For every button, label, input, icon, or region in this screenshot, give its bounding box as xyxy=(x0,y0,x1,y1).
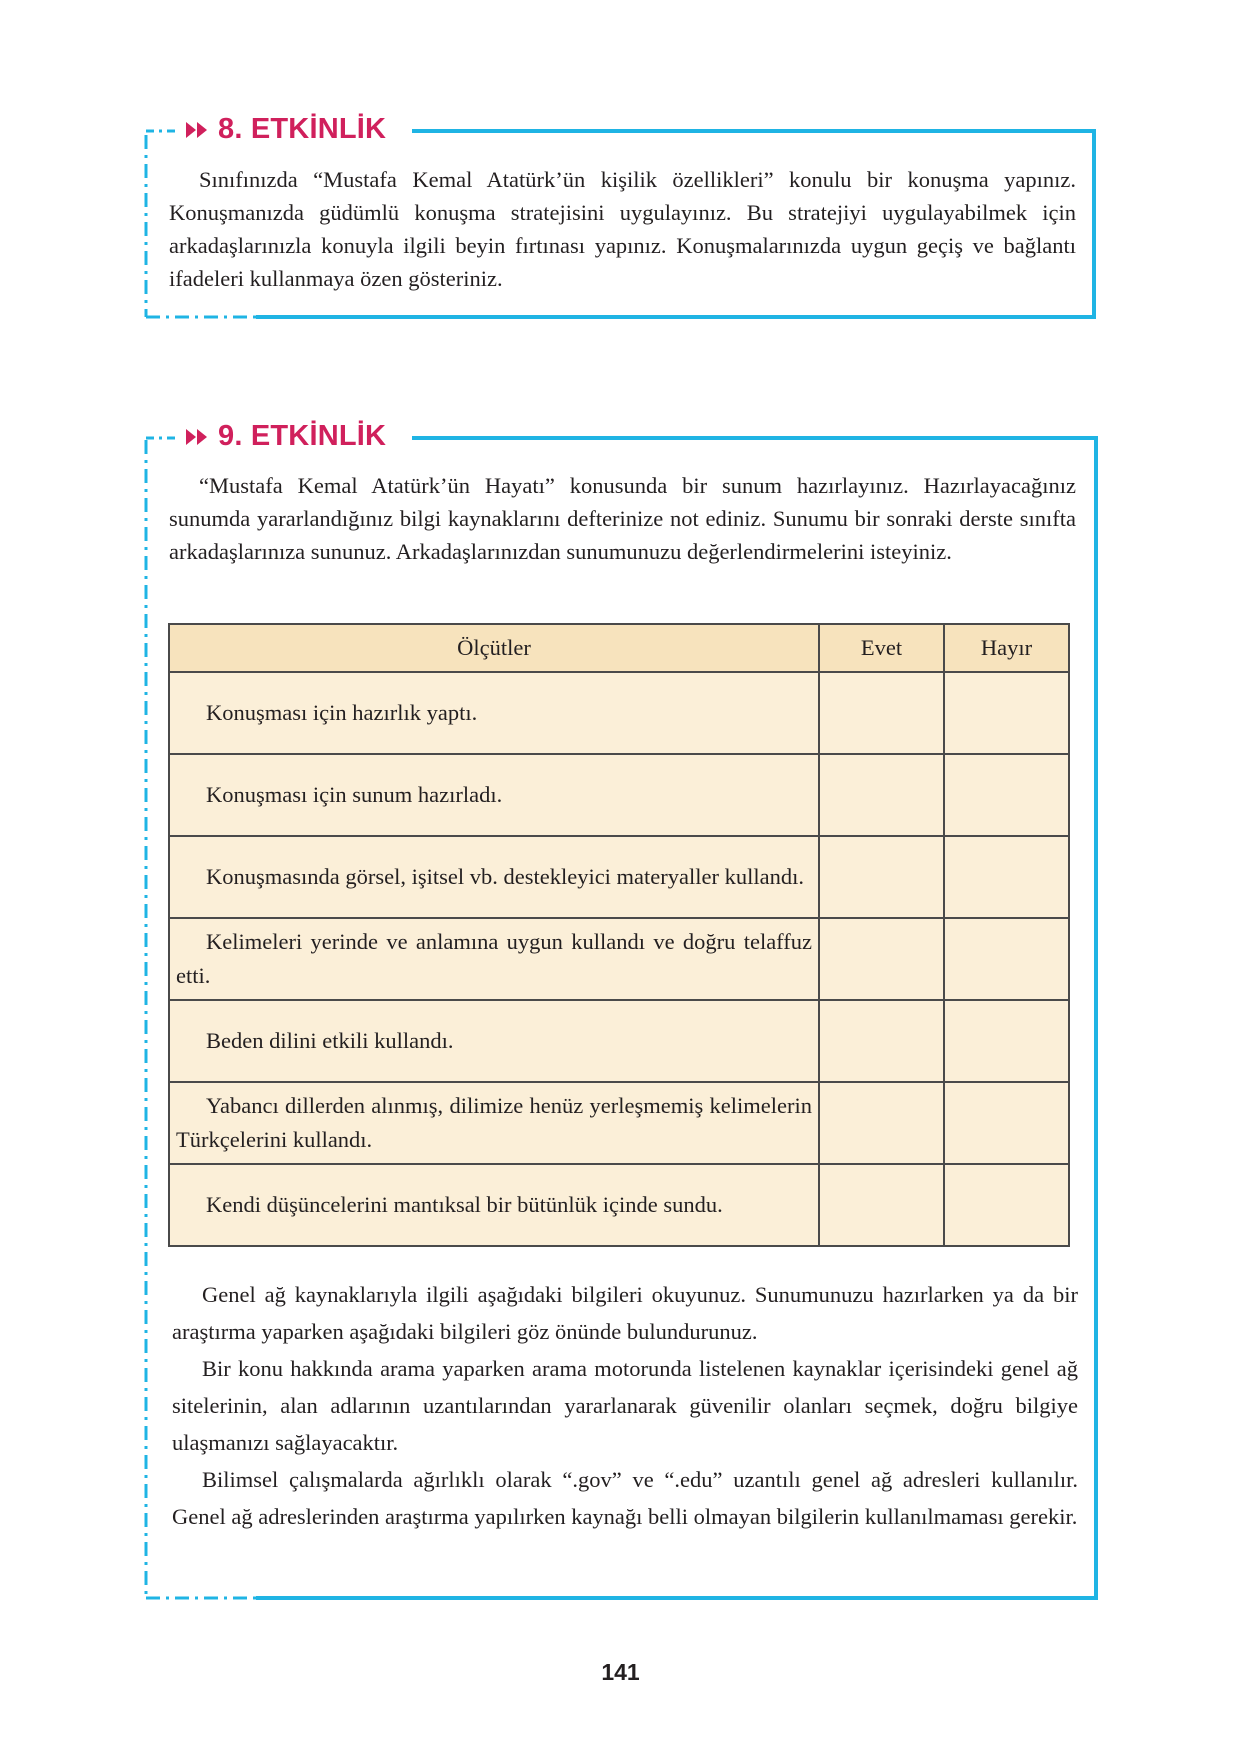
no-cell[interactable] xyxy=(944,1000,1069,1082)
yes-cell[interactable] xyxy=(819,836,944,918)
table-row xyxy=(169,672,1069,754)
activity-8-heading xyxy=(184,113,396,146)
table-row xyxy=(169,1000,1069,1082)
table-row xyxy=(169,836,1069,918)
yes-cell[interactable] xyxy=(819,1164,944,1246)
criterion-text: Yabancı dillerden alınmış, dilimize henüz yerleşmemiş kelimelerin Türkçelerini kullandı. xyxy=(169,1082,819,1164)
yes-cell[interactable] xyxy=(819,1082,944,1164)
activity-9-heading xyxy=(184,420,396,453)
activity-8-box xyxy=(146,113,1096,323)
info-paragraph-2: Bir konu hakkında arama yaparken arama motorunda listelenen kaynaklar içerisindeki genel ağ sitelerinin, alan adlarının uzantılarından yararlanarak güvenilir olanları seçmek, doğru bilgiye ulaşmanızı sağlayacaktır. xyxy=(172,1356,1078,1455)
table-row xyxy=(169,918,1069,1000)
criterion-text: Kendi düşüncelerini mantıksal bir bütünlük içinde sundu. xyxy=(169,1164,819,1246)
yes-cell[interactable] xyxy=(819,754,944,836)
no-cell[interactable] xyxy=(944,754,1069,836)
header-no: Hayır xyxy=(944,624,1069,672)
no-cell[interactable] xyxy=(944,672,1069,754)
table-row xyxy=(169,754,1069,836)
yes-cell[interactable] xyxy=(819,1000,944,1082)
table-row xyxy=(169,1082,1069,1164)
activity-9-intro: “Mustafa Kemal Atatürk’ün Hayatı” konusunda bir sunum hazırlayınız. Hazırlayacağınız sunumda yararlandığınız bilgi kaynaklarını defterinize not ediniz. Sunumu bir sonraki derste sınıfta arkadaşlarınıza sununuz. Arkadaşlarınızdan sunumunuzu değerlendirmelerini isteyiniz. xyxy=(169,473,1076,564)
table-row xyxy=(169,1164,1069,1246)
no-cell[interactable] xyxy=(944,836,1069,918)
header-yes: Evet xyxy=(819,624,944,672)
info-paragraph-3: Bilimsel çalışmalarda ağırlıklı olarak “.gov” ve “.edu” uzantılı genel ağ adresleri kullanılır. Genel ağ adreslerinden araştırma yapılırken kaynağı belli olmayan bilgilerin kullanılmaması gerekir. xyxy=(172,1467,1078,1529)
table-header-row xyxy=(169,624,1069,672)
criterion-text: Beden dilini etkili kullandı. xyxy=(169,1000,819,1082)
criterion-text: Konuşması için sunum hazırladı. xyxy=(169,754,819,836)
info-paragraph-1: Genel ağ kaynaklarıyla ilgili aşağıdaki bilgileri okuyunuz. Sunumunuzu hazırlarken ya da bir araştırma yaparken aşağıdaki bilgileri göz önünde bulundurunuz. xyxy=(172,1282,1078,1344)
activity-8-title: 8. ETKİNLİK xyxy=(218,113,387,145)
double-arrow-icon xyxy=(186,429,208,445)
yes-cell[interactable] xyxy=(819,672,944,754)
criterion-text: Konuşması için hazırlık yaptı. xyxy=(169,672,819,754)
double-arrow-icon xyxy=(186,122,208,138)
header-criteria: Ölçütler xyxy=(169,624,819,672)
yes-cell[interactable] xyxy=(819,918,944,1000)
no-cell[interactable] xyxy=(944,918,1069,1000)
criterion-text: Konuşmasında görsel, işitsel vb. destekleyici materyaller kullandı. xyxy=(169,836,819,918)
evaluation-table xyxy=(168,623,1070,1247)
criterion-text: Kelimeleri yerinde ve anlamına uygun kullandı ve doğru telaffuz etti. xyxy=(169,918,819,1000)
activity-8-text: Sınıfınızda “Mustafa Kemal Atatürk’ün kişilik özellikleri” konulu bir konuşma yapınız. Konuşmanızda güdümlü konuşma stratejisini uygulayınız. Bu stratejiyi uygulayabilmek için arkadaşlarınızla konuyla ilgili beyin fırtınası yapınız. Konuşmalarınızda uygun geçiş ve bağlantı ifadeleri kullanmaya özen gösteriniz. xyxy=(169,167,1076,291)
activity-9-title: 9. ETKİNLİK xyxy=(218,420,387,452)
page-number: 141 xyxy=(601,1659,640,1685)
no-cell[interactable] xyxy=(944,1164,1069,1246)
no-cell[interactable] xyxy=(944,1082,1069,1164)
